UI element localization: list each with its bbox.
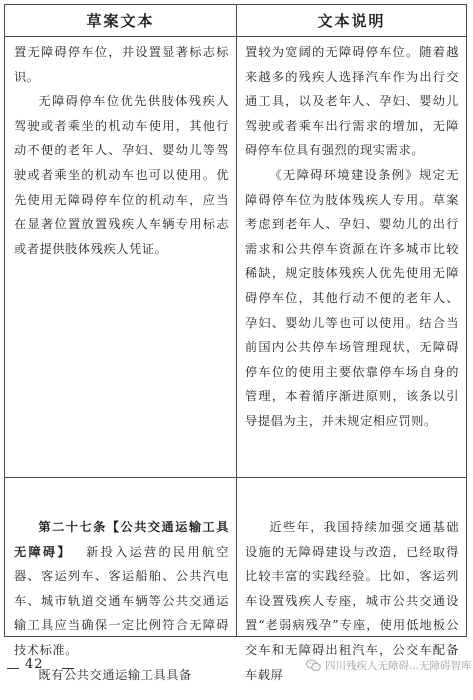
row1-explanation-paragraph-1: 置较为宽阔的无障碍停车位。随着越来越多的残疾人选择汽车作为出行交通工具，以及老年人、孕妇、婴幼儿驾驶或者乘车出行需求的增加，无障碍停车位具有强烈的现实需求。 bbox=[245, 45, 459, 158]
article-body: 新投入运营的民用航空器、客运列车、客运船舶、公共汽电车、城市轨道交通车辆等公共交通运输工具应当确保一定比例符合无障碍技术标准。 bbox=[14, 544, 229, 657]
article-title: 第二十七条【公共交通运输工具无障碍】 bbox=[14, 520, 229, 559]
page-number: 42 bbox=[25, 657, 44, 672]
row2-explanation-paragraph-1: 近些年，我国持续加强交通基础设施的无障碍建设与改造，已经取得比较丰富的实践经验。比如，客运列车设置残疾人专座，城市公共交通设置“老弱病残孕”专座，使用低地板公交车和无障碍出租汽车，公交车配备车载屏 bbox=[245, 520, 459, 682]
row2-draft-paragraph-1 bbox=[14, 515, 229, 663]
wechat-icon bbox=[306, 659, 321, 672]
watermark-text: 四川残疾人无障碍...无障碍智库 bbox=[325, 660, 472, 672]
page-dash-left bbox=[7, 668, 19, 669]
row1-explanation-paragraph-2: 《无障碍环境建设条例》规定无障碍停车位为肢体残疾人专用。草案考虑到老年人、孕妇、婴幼儿的出行需求和公共停车资源在许多城市比较稀缺，规定肢体残疾人优先使用无障碍停车位，其他行动不便的老年人、孕妇、婴幼儿等也可以使用。结合当前国内公共停车场管理现状，无障碍停车位的使用主要依靠停车场自身的管理，本着循序渐进原则，该条以引导提倡为主，并未规定相应罚则。 bbox=[245, 167, 459, 428]
column-divider bbox=[236, 5, 237, 636]
header-explanation: 文本说明 bbox=[317, 12, 386, 30]
page-footer bbox=[0, 644, 473, 700]
row1-draft-paragraph-1: 置无障碍停车位，并设置显著标志标识。 bbox=[14, 45, 229, 84]
row2-draft-paragraph-2: 既有公共交通运输工具具备 bbox=[38, 667, 192, 682]
watermark bbox=[306, 658, 472, 673]
header-draft-text: 草案文本 bbox=[86, 12, 155, 30]
row1-draft-paragraph-2: 无障碍停车位优先供肢体残疾人驾驶或者乘坐的机动车使用，其他行动不便的老年人、孕妇、婴幼儿等驾驶或者乘坐的机动车也可以使用。优先使用无障碍停车位的机动车，应当在显著位置放置残疾人车辆专用标志或者提供肢体残疾人凭证。 bbox=[14, 94, 229, 256]
row1-explanation-cell bbox=[245, 40, 459, 434]
page-dash-right bbox=[62, 668, 74, 669]
header-divider bbox=[5, 36, 466, 37]
row1-draft-cell bbox=[14, 40, 229, 261]
row-divider bbox=[5, 477, 466, 478]
